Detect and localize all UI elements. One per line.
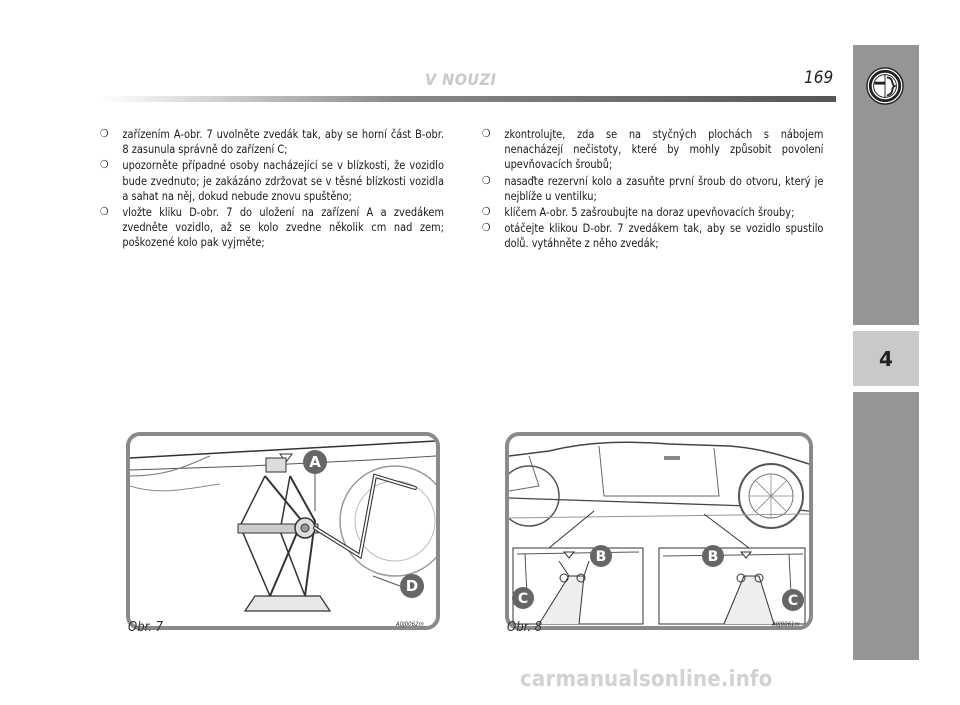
right-text-column bbox=[482, 127, 823, 253]
left-text-column bbox=[100, 127, 444, 252]
figure-label: C bbox=[517, 591, 529, 607]
figure-label: A bbox=[309, 453, 321, 471]
chapter-number: 4 bbox=[879, 346, 893, 371]
car-jack-points-drawing bbox=[509, 436, 809, 626]
instruction-item: ❍ upozorněte případné osoby nacházející se v blízkosti, že vozidlo bude zvednuto; je zakázáno zdržovat se v těsné blízkosti vozidla a sahat na něj, dokud nebude znovu spuštěno; bbox=[100, 158, 444, 204]
page-number: 169 bbox=[804, 68, 834, 88]
watermark: carmanualsonline.info bbox=[520, 667, 773, 692]
figure-label: D bbox=[405, 577, 419, 595]
header-rule bbox=[100, 96, 836, 102]
alfa-romeo-logo-icon bbox=[866, 67, 904, 105]
page-header-title: V NOUZI bbox=[425, 70, 497, 89]
figure-label: B bbox=[707, 549, 719, 565]
instruction-item: ❍ vložte kliku D-obr. 7 do uložení na zařízení A a zvedákem zvedněte vozidlo, až se kolo zvedne několik cm nad zem; poškozené kolo pak vyjměte; bbox=[100, 205, 444, 251]
figure-code: A0J0062m bbox=[396, 621, 424, 628]
instruction-item: ❍ klíčem A-obr. 5 zašroubujte na doraz upevňovacích šrouby; bbox=[482, 205, 823, 220]
side-tab-bottom bbox=[853, 392, 919, 660]
figure-label: B bbox=[595, 549, 607, 565]
chapter-tab bbox=[853, 331, 919, 386]
figure-caption: Obr. 8 bbox=[507, 620, 543, 635]
instruction-item: ❍ otáčejte klikou D-obr. 7 zvedákem tak, aby se vozidlo spustilo dolů. vytáhněte z něho zvedák; bbox=[482, 221, 823, 251]
figure-label: C bbox=[787, 593, 799, 609]
instruction-item: ❍ nasaďte rezervní kolo a zasuňte první šroub do otvoru, který je nejblíže u ventilku; bbox=[482, 174, 823, 204]
figure-car-jack-points bbox=[505, 432, 813, 630]
instruction-item: ❍ zařízením A-obr. 7 uvolněte zvedák tak, aby se horní část B-obr. 8 zasunula správně do zařízení C; bbox=[100, 127, 444, 157]
instruction-item: ❍ zkontrolujte, zda se na styčných plochách s nábojem nenacházejí nečistoty, které by mohly způsobit povolení upevňovacích šroubů; bbox=[482, 127, 823, 173]
figure-caption: Obr. 7 bbox=[128, 620, 164, 635]
figure-code: A0J0061m bbox=[772, 621, 800, 628]
figure-jack-illustration bbox=[126, 432, 440, 630]
jack-drawing bbox=[130, 436, 436, 626]
